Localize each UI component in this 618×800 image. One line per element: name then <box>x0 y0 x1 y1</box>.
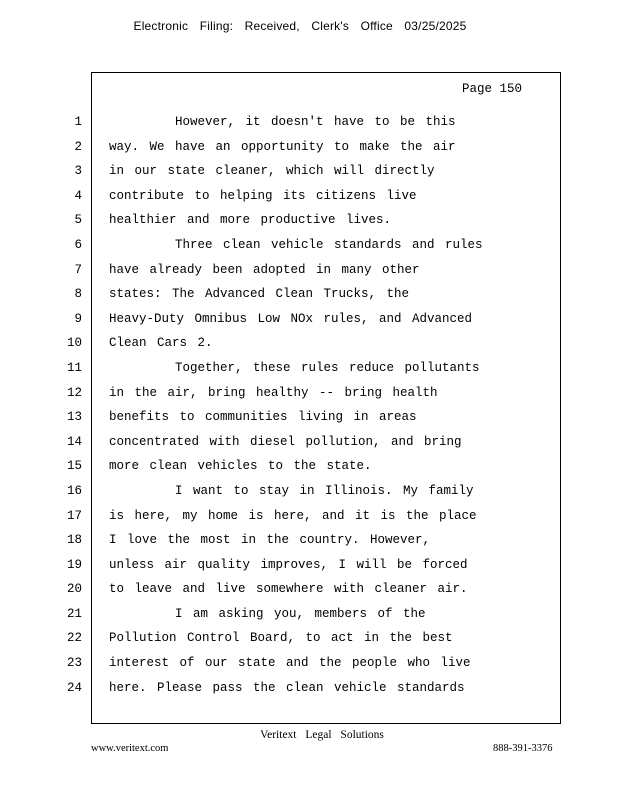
transcript-lines <box>0 110 618 700</box>
transcript-line <box>0 208 618 233</box>
line-text: Three clean vehicle standards and rules <box>175 237 483 252</box>
line-number: 1 <box>74 115 82 129</box>
line-number: 12 <box>66 385 82 400</box>
transcript-line <box>0 135 618 160</box>
transcript-line <box>0 184 618 209</box>
line-text: to leave and live somewhere with cleaner air. <box>109 582 468 597</box>
line-text: more clean vehicles to the state. <box>109 459 372 474</box>
transcript-line <box>0 651 618 676</box>
transcript-line <box>0 676 618 701</box>
line-text: is here, my home is here, and it is the place <box>109 508 477 523</box>
line-number: 20 <box>66 582 82 597</box>
line-number: 6 <box>74 237 82 252</box>
line-text: here. Please pass the clean vehicle standards <box>109 680 465 695</box>
line-text: way. We have an opportunity to make the air <box>109 139 456 154</box>
transcript-line <box>0 454 618 479</box>
line-number: 18 <box>66 533 82 548</box>
transcript-line <box>0 381 618 406</box>
page-number: Page 150 <box>462 82 523 96</box>
transcript-line <box>0 626 618 651</box>
line-text: However, it doesn't have to be this <box>175 115 456 129</box>
line-number: 19 <box>66 557 82 572</box>
line-number: 3 <box>74 164 82 179</box>
transcript-line <box>0 282 618 307</box>
line-text: Together, these rules reduce pollutants <box>175 360 480 375</box>
line-number: 13 <box>66 410 82 425</box>
line-number: 2 <box>74 139 82 154</box>
line-text: Pollution Control Board, to act in the best <box>109 631 453 646</box>
transcript-line <box>0 577 618 602</box>
transcript-line <box>0 331 618 356</box>
transcript-line <box>0 307 618 332</box>
line-text: Clean Cars 2. <box>109 336 213 351</box>
line-text: unless air quality improves, I will be forced <box>109 557 468 572</box>
transcript-line <box>0 110 618 135</box>
line-number: 7 <box>74 262 82 277</box>
line-text: contribute to helping its citizens live <box>109 188 417 203</box>
transcript-line <box>0 528 618 553</box>
line-text: in the air, bring healthy -- bring health <box>109 385 438 400</box>
footer-phone: 888-391-3376 <box>493 743 553 754</box>
transcript-line <box>0 233 618 258</box>
line-number: 24 <box>66 680 82 695</box>
transcript-line <box>0 258 618 283</box>
line-text: benefits to communities living in areas <box>109 410 417 425</box>
line-text: states: The Advanced Clean Trucks, the <box>109 287 410 302</box>
transcript-line <box>0 479 618 504</box>
line-text: I want to stay in Illinois. My family <box>175 483 474 498</box>
filing-stamp-header: Electronic Filing: Received, Clerk's Office 03/25/2025 <box>133 19 467 33</box>
transcript-line <box>0 159 618 184</box>
line-number: 11 <box>66 360 82 375</box>
line-number: 5 <box>74 213 82 228</box>
line-number: 8 <box>74 287 82 302</box>
line-number: 23 <box>66 656 82 671</box>
line-number: 14 <box>66 434 82 449</box>
line-number: 22 <box>66 631 82 646</box>
footer-website: www.veritext.com <box>91 743 169 754</box>
transcript-line <box>0 553 618 578</box>
line-number: 4 <box>74 188 82 203</box>
transcript-line <box>0 356 618 381</box>
line-text: I love the most in the country. However, <box>109 533 431 548</box>
line-text: Heavy-Duty Omnibus Low NOx rules, and Advanced <box>109 311 473 326</box>
line-number: 17 <box>66 508 82 523</box>
footer-company: Veritext Legal Solutions <box>260 729 384 741</box>
transcript-line <box>0 430 618 455</box>
line-text: I am asking you, members of the <box>175 606 426 621</box>
transcript-line <box>0 602 618 627</box>
line-text: have already been adopted in many other <box>109 262 420 277</box>
line-text: healthier and more productive lives. <box>109 213 392 228</box>
line-number: 15 <box>66 459 82 474</box>
transcript-line <box>0 405 618 430</box>
line-text: concentrated with diesel pollution, and bring <box>109 434 462 449</box>
line-text: interest of our state and the people who live <box>109 656 471 671</box>
transcript-line <box>0 504 618 529</box>
line-text: in our state cleaner, which will directly <box>109 164 435 179</box>
line-number: 9 <box>74 311 82 326</box>
line-number: 21 <box>66 606 82 621</box>
line-number: 16 <box>66 483 82 498</box>
line-number: 10 <box>66 336 82 351</box>
